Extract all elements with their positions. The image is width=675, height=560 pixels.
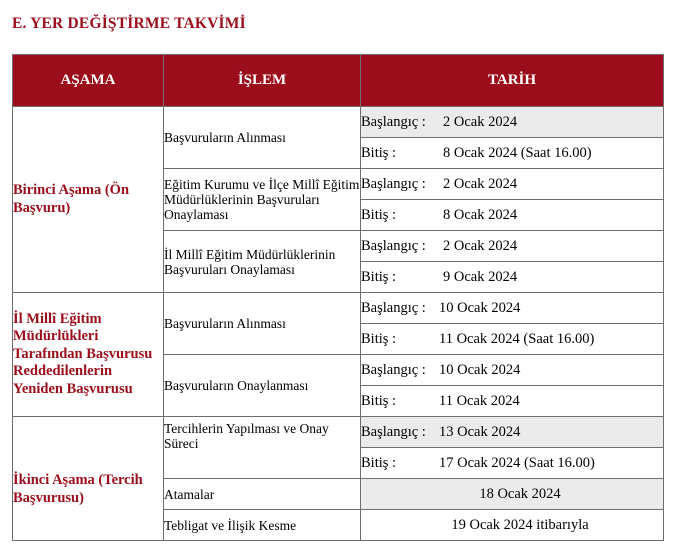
end-label: Bitiş : (361, 330, 397, 347)
date-value: 9 Ocak 2024 (443, 268, 518, 285)
date-cell (361, 200, 664, 231)
date-value: 10 Ocak 2024 (439, 299, 521, 316)
date-value: 18 Ocak 2024 (479, 485, 561, 502)
start-label: Başlangıç : (361, 299, 426, 316)
end-label: Bitiş : (361, 144, 397, 161)
process-cell: Tebligat ve İlişik Kesme (164, 510, 361, 541)
process-cell: Başvuruların Onaylanması (164, 355, 361, 417)
process-cell: Başvuruların Alınması (164, 293, 361, 355)
date-cell (361, 293, 664, 324)
date-value: 17 Ocak 2024 (Saat 16.00) (439, 454, 595, 471)
date-cell (361, 386, 664, 417)
process-cell: Tercihlerin Yapılması ve Onay Süreci (164, 417, 361, 479)
date-cell (361, 510, 664, 541)
date-cell (361, 262, 664, 293)
process-cell: Eğitim Kurumu ve İlçe Millî Eğitim Müdürlüklerinin Başvuruları Onaylaması (164, 169, 361, 231)
end-label: Bitiş : (361, 268, 397, 285)
start-label: Başlangıç : (361, 113, 426, 130)
start-label: Başlangıç : (361, 423, 426, 440)
date-value: 11 Ocak 2024 (Saat 16.00) (439, 330, 595, 347)
date-value: 2 Ocak 2024 (443, 175, 518, 192)
date-value: 2 Ocak 2024 (443, 113, 518, 130)
process-cell: İl Millî Eğitim Müdürlüklerinin Başvuruları Onaylaması (164, 231, 361, 293)
date-value: 8 Ocak 2024 (443, 206, 518, 223)
start-label: Başlangıç : (361, 175, 426, 192)
date-cell (361, 231, 664, 262)
date-cell (361, 169, 664, 200)
end-label: Bitiş : (361, 206, 397, 223)
table-row (13, 417, 664, 448)
date-value: 2 Ocak 2024 (443, 237, 518, 254)
table-row (13, 107, 664, 138)
date-value: 8 Ocak 2024 (Saat 16.00) (443, 144, 592, 161)
stage-cell: Birinci Aşama (Ön Başvuru) (13, 107, 164, 293)
date-value: 13 Ocak 2024 (439, 423, 521, 440)
date-cell (361, 479, 664, 510)
date-cell (361, 107, 664, 138)
header-date: TARİH (361, 55, 664, 107)
header-stage: AŞAMA (13, 55, 164, 107)
date-cell (361, 324, 664, 355)
date-cell (361, 448, 664, 479)
date-value: 11 Ocak 2024 (439, 392, 520, 409)
stage-cell: İl Millî Eğitim Müdürlükleri Tarafından Başvurusu Reddedilenlerin Yeniden Başvurusu (13, 293, 164, 417)
process-cell: Atamalar (164, 479, 361, 510)
end-label: Bitiş : (361, 392, 397, 409)
header-row (13, 55, 664, 107)
header-process: İŞLEM (164, 55, 361, 107)
date-value: 10 Ocak 2024 (439, 361, 521, 378)
date-cell (361, 355, 664, 386)
date-value: 19 Ocak 2024 itibarıyla (451, 516, 589, 533)
stage-cell: İkinci Aşama (Tercih Başvurusu) (13, 417, 164, 541)
section-title: E. YER DEĞİŞTİRME TAKVİMİ (12, 15, 246, 32)
date-cell (361, 138, 664, 169)
table-row (13, 293, 664, 324)
end-label: Bitiş : (361, 454, 397, 471)
start-label: Başlangıç : (361, 361, 426, 378)
process-cell: Başvuruların Alınması (164, 107, 361, 169)
start-label: Başlangıç : (361, 237, 426, 254)
schedule-table (12, 54, 664, 541)
date-cell (361, 417, 664, 448)
